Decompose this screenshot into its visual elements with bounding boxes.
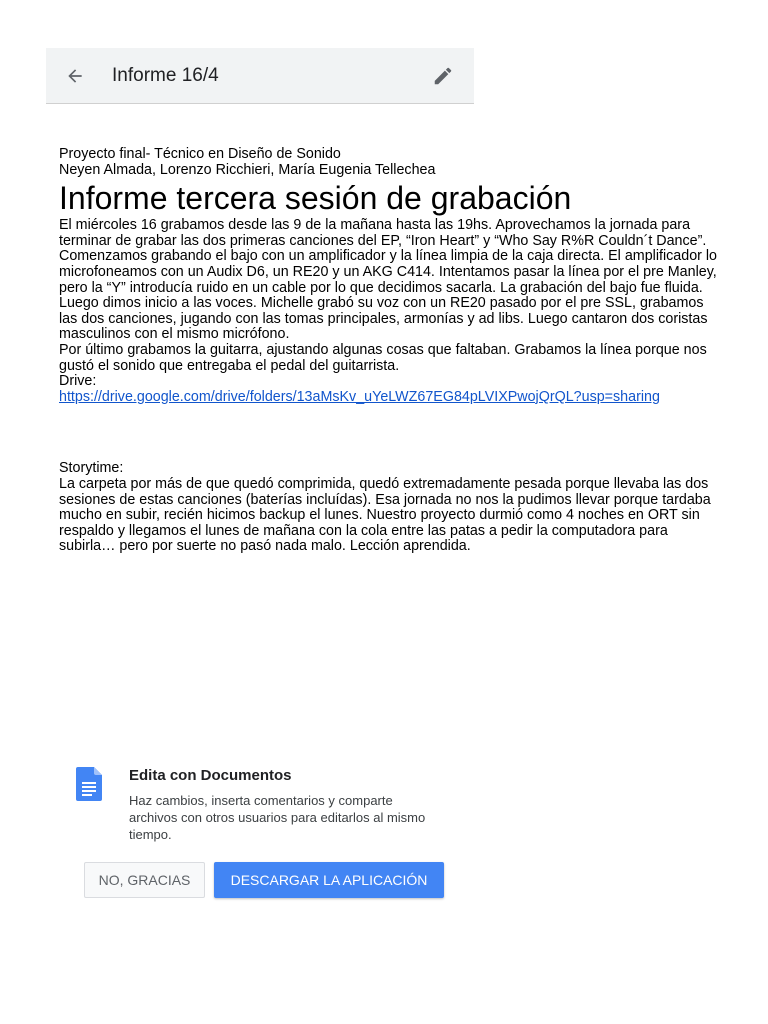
paragraph: Luego dimos inicio a las voces. Michelle grabó su voz con un RE20 pasado por el pre SSL, grabamos las dos canciones, jugando con las tomas principales, armonías y ad libs. Luego cantaron dos coristas masculinos con el mismo micrófono.: [59, 295, 708, 343]
document-title: Informe 16/4: [112, 64, 219, 86]
drive-link[interactable]: https://drive.google.com/drive/folders/13aMsKv_uYeLWZ67EG84pLVIXPwojQrQL?usp=sharing: [59, 388, 660, 405]
pencil-icon: [432, 65, 454, 87]
back-button[interactable]: [60, 61, 90, 91]
spacer: [59, 405, 719, 461]
drive-label: Drive:: [59, 373, 97, 390]
arrow-back-icon: [65, 66, 85, 86]
paragraph: Por último grabamos la guitarra, ajustando algunas cosas que faltaban. Grabamos la línea porque nos gustó el sonido que entregaba el pedal del guitarrista.: [59, 341, 707, 374]
project-subtitle: Proyecto final- Técnico en Diseño de Sonido: [59, 146, 341, 162]
document-body: [59, 147, 719, 555]
promo-title: Edita con Documentos: [129, 767, 292, 784]
paragraph: El miércoles 16 grabamos desde las 9 de la mañana hasta las 19hs. Aprovechamos la jornada para terminar de grabar las dos primeras canciones del EP, “Iron Heart” y “Who Say R%R Couldn´t Dance”.: [59, 217, 707, 249]
paragraph: Comenzamos grabando el bajo con un amplificador y la línea limpia de la caja directa. El amplificador lo microfoneamos con un Audix D6, un RE20 y un AKG C414. Intentamos pasar la línea por el pre Manley, pero la “Y” introducía ruido en un cable por lo que decidimos sacarla. La grabación del bajo fue fluida.: [59, 248, 718, 296]
decline-button[interactable]: NO, GRACIAS: [84, 862, 205, 898]
edit-button[interactable]: [428, 61, 458, 91]
google-docs-icon: [76, 767, 102, 801]
download-app-button[interactable]: DESCARGAR LA APLICACIÓN: [214, 862, 444, 898]
authors-line: Neyen Almada, Lorenzo Ricchieri, María Eugenia Tellechea: [59, 161, 436, 178]
storytime-label: Storytime:: [59, 460, 124, 477]
promo-description: Haz cambios, inserta comentarios y comparte archivos con otros usuarios para editarlos al mismo tiempo.: [129, 793, 426, 842]
storytime-text: La carpeta por más de que quedó comprimida, quedó extremadamente pesada porque llevaba las dos sesiones de estas canciones (baterías incluídas). Esa jornada no nos la pudimos llevar porque tardaba mucho en subir, recién hicimos backup el lunes. Nuestro proyecto durmió como 4 noches en ORT sin respaldo y llegamos el lunes de mañana con la cola entre las patas a pedir la computadora para subirla… pero por suerte no pasó nada malo. Lección aprendida.: [59, 475, 711, 555]
top-app-bar: [46, 48, 474, 104]
document-heading: Informe tercera sesión de grabación: [59, 180, 572, 217]
